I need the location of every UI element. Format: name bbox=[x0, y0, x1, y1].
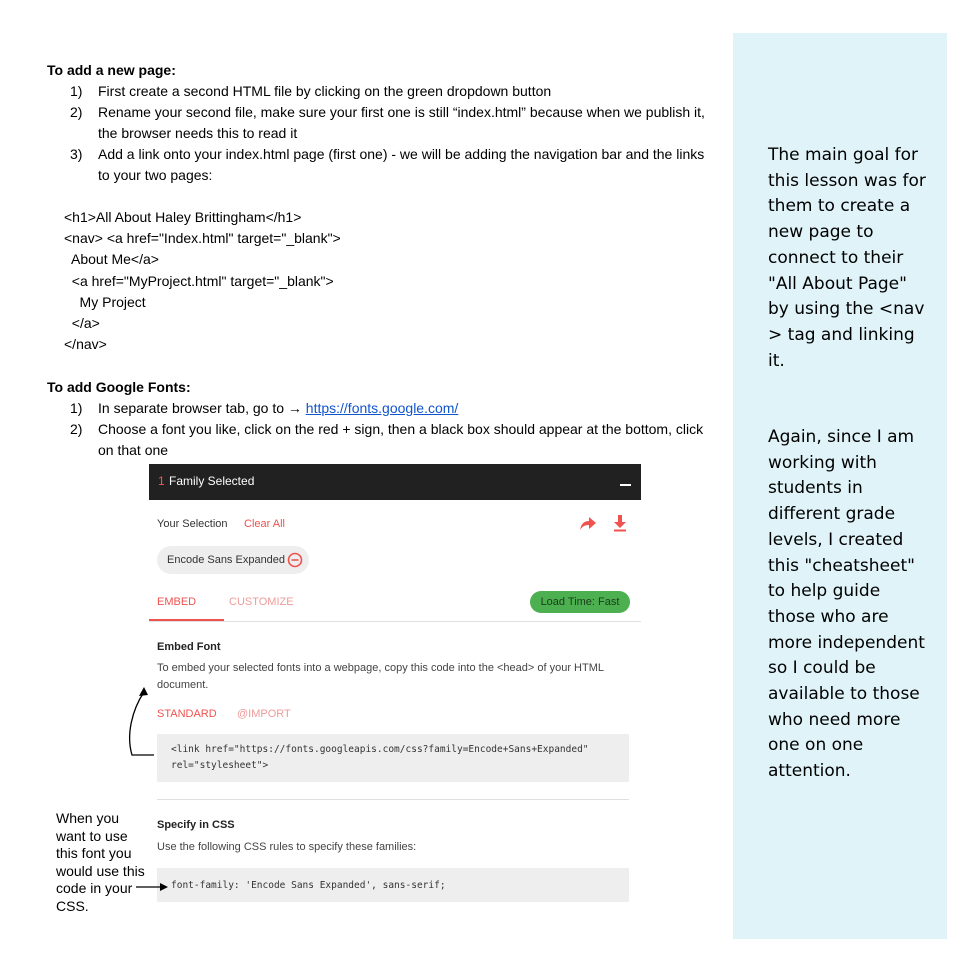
css-code-box[interactable] bbox=[157, 868, 629, 902]
google-fonts-heading: To add Google Fonts: bbox=[47, 379, 191, 395]
code-line: <h1>All About Haley Brittingham</h1> bbox=[64, 209, 302, 225]
code-line: <link href="https://fonts.googleapis.com/css?family=Encode+Sans+Expanded" bbox=[171, 744, 589, 755]
selected-font-chip bbox=[157, 546, 309, 574]
sidebar-note bbox=[733, 33, 947, 939]
family-selected-bar[interactable] bbox=[149, 464, 641, 500]
code-line: font-family: 'Encode Sans Expanded', sans-serif; bbox=[171, 880, 446, 891]
code-line: <a href="MyProject.html" target="_blank"> bbox=[64, 272, 334, 289]
step-text: Add a link onto your index.html page (first one) - we will be adding the navigation bar and the links to your two pages: bbox=[98, 146, 705, 183]
selected-count: 1 bbox=[158, 474, 165, 488]
step-number: 1) bbox=[70, 400, 83, 416]
tab-standard[interactable]: STANDARD bbox=[157, 708, 217, 720]
code-line: </nav> bbox=[64, 336, 107, 353]
specify-css-description: Use the following CSS rules to specify these families: bbox=[157, 841, 417, 853]
embed-font-description: To embed your selected fonts into a webpage, copy this code into the <head> of your HTML document. bbox=[157, 662, 604, 691]
minimize-icon[interactable] bbox=[620, 484, 631, 486]
step-number: 1) bbox=[70, 83, 83, 99]
clear-all-button[interactable]: Clear All bbox=[244, 518, 285, 530]
google-fonts-steps bbox=[70, 398, 710, 461]
nav-code-snippet bbox=[64, 207, 341, 355]
add-page-steps bbox=[70, 81, 710, 186]
code-line: </a> bbox=[64, 315, 100, 332]
google-fonts-panel bbox=[149, 464, 641, 910]
your-selection-label: Your Selection bbox=[157, 518, 228, 530]
divider bbox=[157, 799, 629, 800]
tab-import[interactable]: @IMPORT bbox=[237, 708, 291, 720]
tab-customize[interactable]: CUSTOMIZE bbox=[229, 596, 294, 608]
code-line: About Me</a> bbox=[64, 251, 159, 268]
google-fonts-link[interactable]: https://fonts.google.com/ bbox=[305, 400, 459, 416]
list-item bbox=[70, 81, 710, 102]
step-text: Choose a font you like, click on the red + sign, then a black box should appear at the bottom, click on that one bbox=[98, 421, 704, 458]
css-annotation: When you want to use this font you would use this code in your CSS. bbox=[56, 810, 145, 914]
list-item bbox=[70, 144, 710, 186]
remove-icon[interactable] bbox=[287, 552, 303, 568]
embed-font-title: Embed Font bbox=[157, 641, 221, 653]
step-number: 2) bbox=[70, 104, 83, 120]
sidebar-paragraph-2: Again, since I am working with students in different grade levels, I created this "cheatsheet" to help guide those who are more independent so I could be available to those who need more one on one attention. bbox=[768, 427, 925, 782]
tab-embed[interactable]: EMBED bbox=[157, 596, 197, 608]
divider bbox=[149, 621, 641, 622]
sidebar-paragraph-1: The main goal for this lesson was for them to create a new page to connect to their "All About Page" by using the <nav > tag and linking it. bbox=[768, 145, 926, 371]
list-item bbox=[70, 102, 710, 144]
code-line: <nav> <a href="Index.html" target="_blank"> bbox=[64, 230, 341, 247]
code-line: My Project bbox=[64, 293, 146, 310]
share-icon[interactable] bbox=[579, 514, 597, 532]
step-number: 2) bbox=[70, 421, 83, 437]
specify-css-title: Specify in CSS bbox=[157, 819, 235, 831]
chip-font-name: Encode Sans Expanded bbox=[167, 554, 286, 566]
link-code-box[interactable] bbox=[157, 734, 629, 782]
load-time-badge: Load Time: Fast bbox=[530, 591, 630, 613]
list-item bbox=[70, 419, 710, 461]
download-icon[interactable] bbox=[612, 514, 628, 532]
step-text: Rename your second file, make sure your first one is still “index.html” because when we publish it, the browser needs this to read it bbox=[98, 104, 705, 141]
code-line: rel="stylesheet"> bbox=[171, 760, 269, 771]
list-item bbox=[70, 398, 710, 419]
step-number: 3) bbox=[70, 146, 83, 162]
step-text: First create a second HTML file by clicking on the green dropdown button bbox=[98, 83, 552, 99]
curved-arrow-icon bbox=[120, 680, 180, 770]
add-page-heading: To add a new page: bbox=[47, 62, 176, 78]
family-selected-label: Family Selected bbox=[169, 474, 255, 488]
step-text: In separate browser tab, go to → bbox=[98, 400, 306, 416]
